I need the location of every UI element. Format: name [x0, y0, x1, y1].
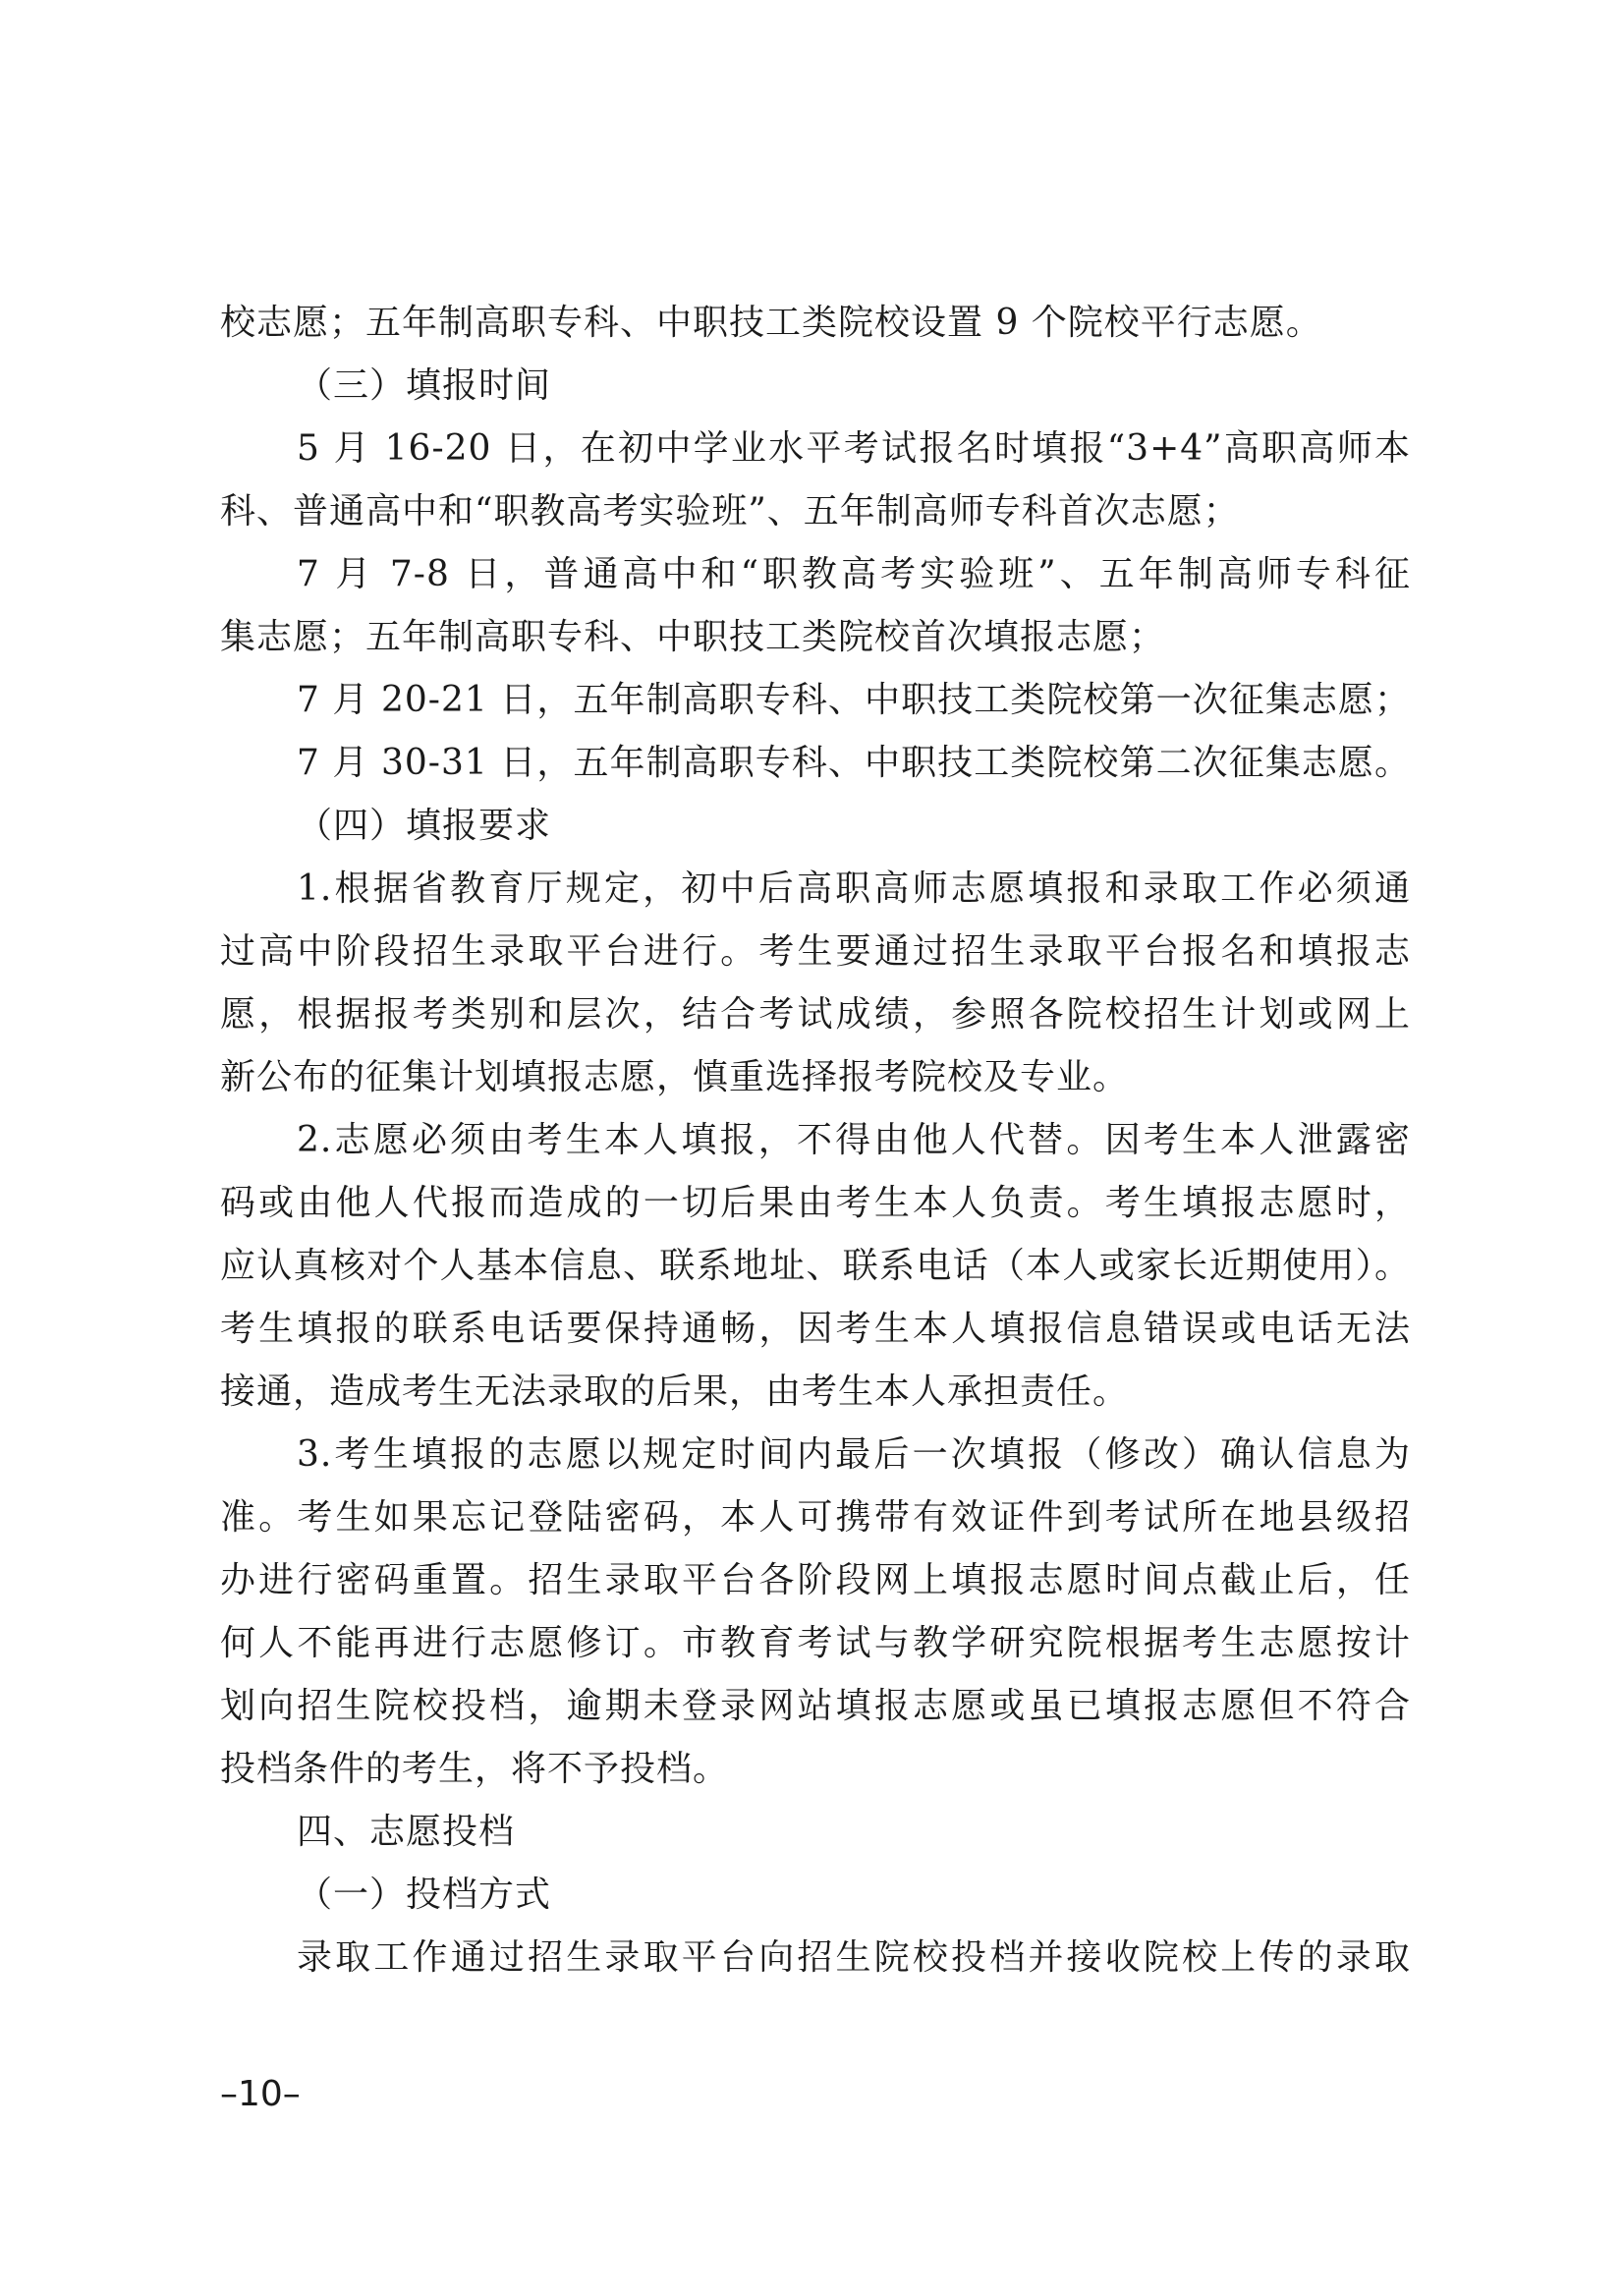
text-line: 科、普通高中和“职教高考实验班”、五年制高师专科首次志愿；: [220, 491, 1240, 532]
text-line: 愿，根据报考类别和层次，结合考试成绩，参照各院校招生计划或网上: [220, 994, 1411, 1035]
text-line: 5 月 16-20 日，在初中学业水平考试报名时填报“3+4”高职高师本: [297, 428, 1411, 469]
text-line: （三）填报时间: [297, 365, 552, 406]
text-line: 集志愿；五年制高职专科、中职技工类院校首次填报志愿；: [220, 617, 1166, 657]
text-line: 7 月 20-21 日，五年制高职专科、中职技工类院校第一次征集志愿；: [297, 680, 1411, 720]
page-number: –10–: [220, 2074, 301, 2114]
text-line: 1.根据省教育厅规定，初中后高职高师志愿填报和录取工作必须通: [297, 868, 1411, 909]
text-line: 录取工作通过招生录取平台向招生院校投档并接收院校上传的录取: [297, 1937, 1411, 1978]
text-line: 考生填报的联系电话要保持通畅，因考生本人填报信息错误或电话无法: [220, 1309, 1411, 1349]
text-line: 新公布的征集计划填报志愿，慎重选择报考院校及专业。: [220, 1057, 1130, 1097]
text-line: 四、志愿投档: [297, 1812, 516, 1852]
text-line: 码或由他人代报而造成的一切后果由考生本人负责。考生填报志愿时，: [220, 1183, 1411, 1223]
text-line: 准。考生如果忘记登陆密码，本人可携带有效证件到考试所在地县级招: [220, 1497, 1411, 1538]
text-line: 3.考生填报的志愿以规定时间内最后一次填报（修改）确认信息为: [297, 1434, 1411, 1475]
text-line: 7 月 30-31 日，五年制高职专科、中职技工类院校第二次征集志愿。: [297, 743, 1411, 783]
text-line: 校志愿；五年制高职专科、中职技工类院校设置 9 个院校平行志愿。: [220, 303, 1322, 343]
text-line: 应认真核对个人基本信息、联系地址、联系电话（本人或家长近期使用）。: [220, 1246, 1411, 1286]
text-line: （四）填报要求: [297, 806, 552, 846]
text-line: 投档条件的考生，将不予投档。: [220, 1749, 730, 1789]
text-line: 办进行密码重置。招生录取平台各阶段网上填报志愿时间点截止后，任: [220, 1560, 1411, 1600]
body-text: [220, 292, 1411, 1989]
text-line: 过高中阶段招生录取平台进行。考生要通过招生录取平台报名和填报志: [220, 931, 1411, 972]
text-line: 7 月 7-8 日，普通高中和“职教高考实验班”、五年制高师专科征: [297, 554, 1411, 594]
text-line: 接通，造成考生无法录取的后果，由考生本人承担责任。: [220, 1372, 1130, 1412]
text-line: 何人不能再进行志愿修订。市教育考试与教学研究院根据考生志愿按计: [220, 1623, 1411, 1663]
text-line: （一）投档方式: [297, 1875, 552, 1915]
text-line: 划向招生院校投档，逾期未登录网站填报志愿或虽已填报志愿但不符合: [220, 1686, 1411, 1726]
text-line: 2.志愿必须由考生本人填报，不得由他人代替。因考生本人泄露密: [297, 1120, 1411, 1160]
